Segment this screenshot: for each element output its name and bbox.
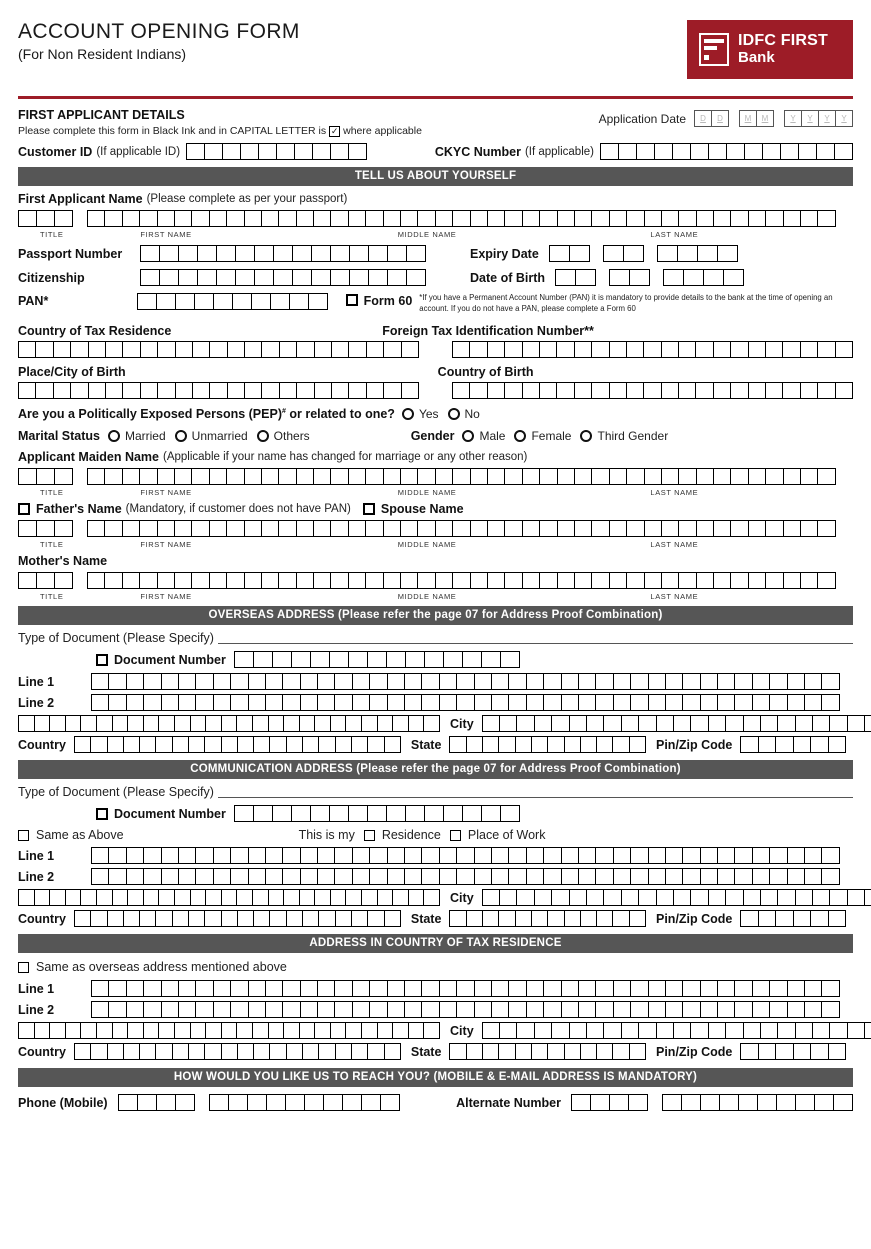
communication-line1-input[interactable] (91, 847, 840, 864)
father-spouse-title-input[interactable] (18, 520, 73, 537)
overseas-line2-input[interactable] (91, 694, 840, 711)
ckyc-number-input[interactable] (600, 143, 853, 160)
tax-line1-label: Line 1 (18, 981, 55, 996)
maiden-name-note: (Applicable if your name has changed for marriage or any other reason) (163, 451, 528, 464)
maiden-caption-title: TITLE (40, 488, 64, 498)
applicant-name-note: (Please complete as per your passport) (146, 193, 348, 205)
tax-country-label: Country (18, 1044, 66, 1059)
country-of-tax-residence-input[interactable] (18, 341, 419, 358)
form-header (18, 0, 853, 79)
maiden-name-input[interactable] (87, 468, 836, 485)
tax-state-input[interactable] (449, 1043, 646, 1060)
alternate-number-input[interactable] (662, 1094, 853, 1111)
application-date-year-input[interactable]: Y Y Y Y (784, 110, 853, 127)
country-of-birth-input[interactable] (452, 382, 853, 399)
idfc-first-bank-logo (687, 20, 853, 79)
same-as-overseas-label: Same as overseas address mentioned above (36, 960, 287, 975)
father-spouse-name-input[interactable] (87, 520, 836, 537)
header-divider (18, 96, 853, 99)
overseas-doc-type-input[interactable] (218, 633, 853, 644)
overseas-line1-label: Line 1 (18, 674, 55, 689)
bank-logo-icon (699, 33, 729, 66)
tax-line2-label: Line 2 (18, 1002, 55, 1017)
pep-option-no-label: No (464, 407, 480, 422)
overseas-state-input[interactable] (449, 736, 646, 753)
pep-question-text: Are you a Politically Exposed Persons (PEP) (18, 407, 282, 422)
alternate-number-label: Alternate Number (456, 1095, 561, 1110)
maiden-name-label: Applicant Maiden Name (18, 450, 159, 465)
pep-radio-yes[interactable] (402, 408, 414, 420)
pep-option-yes-label: Yes (418, 407, 439, 422)
pan-input[interactable] (137, 293, 328, 310)
communication-document-number-checkbox[interactable] (96, 808, 108, 820)
gender-label: Gender (410, 429, 455, 444)
communication-doc-type-input[interactable] (218, 787, 853, 798)
marital-radio-unmarried[interactable] (175, 430, 187, 442)
customer-id-label: Customer ID (18, 144, 93, 159)
caption-middle-name: MIDDLE NAME (397, 230, 457, 239)
pep-question-label (18, 407, 395, 421)
overseas-line2-label: Line 2 (18, 695, 55, 710)
same-as-overseas-checkbox[interactable] (18, 962, 29, 973)
gender-radio-male[interactable] (462, 430, 474, 442)
date-of-birth-label: Date of Birth (470, 270, 545, 285)
overseas-document-number-checkbox[interactable] (96, 654, 108, 666)
gender-option-male-label: Male (479, 429, 506, 444)
maiden-caption-middle-name: MIDDLE NAME (397, 488, 457, 498)
communication-line3-input[interactable] (18, 889, 440, 906)
caption-first-name: FIRST NAME (140, 230, 192, 239)
pep-radio-no[interactable] (448, 408, 460, 420)
gender-radio-third-gender[interactable] (580, 430, 592, 442)
application-date-label: Application Date (598, 111, 686, 126)
communication-pin-label: Pin/Zip Code (656, 911, 733, 926)
mother-caption-middle-name: MIDDLE NAME (397, 592, 457, 602)
ftin-input[interactable] (452, 341, 853, 358)
caption-last-name: LAST NAME (650, 230, 699, 239)
tax-line2-input[interactable] (91, 1001, 840, 1018)
overseas-pin-input[interactable] (740, 736, 846, 753)
gender-option-third-gender-label: Third Gender (597, 429, 669, 444)
overseas-pin-label: Pin/Zip Code (656, 737, 733, 752)
overseas-doc-type-label: Type of Document (Please Specify) (18, 631, 214, 646)
pep-question-tail: or related to one? (285, 407, 395, 422)
fathers-name-note: (Mandatory, if customer does not have PAN) (125, 503, 351, 516)
maiden-title-input[interactable] (18, 468, 73, 485)
instruction-text: Please complete this form in Black Ink and in CAPITAL LETTER is (18, 125, 327, 137)
this-is-my-label: This is my (298, 828, 355, 843)
overseas-line1-input[interactable] (91, 673, 840, 690)
tax-line1-input[interactable] (91, 980, 840, 997)
section-banner-communication-address: COMMUNICATION ADDRESS (Please refer the page 07 for Address Proof Combination) (18, 760, 853, 779)
communication-pin-input[interactable] (740, 910, 846, 927)
date-of-birth-year-input[interactable] (663, 269, 744, 286)
place-of-work-checkbox[interactable] (450, 830, 461, 841)
date-of-birth-day-input[interactable] (555, 269, 596, 286)
marital-option-unmarried-label: Unmarried (191, 429, 248, 444)
expiry-date-label: Expiry Date (470, 246, 539, 261)
same-as-above-label: Same as Above (36, 828, 124, 843)
country-of-birth-label: Country of Birth (437, 365, 534, 380)
spouse-name-label: Spouse Name (380, 502, 464, 517)
father-caption-title: TITLE (40, 540, 64, 550)
residence-label: Residence (381, 828, 441, 843)
communication-line2-input[interactable] (91, 868, 840, 885)
expiry-date-day-input[interactable] (549, 245, 590, 262)
overseas-country-input[interactable] (74, 736, 401, 753)
place-city-of-birth-input[interactable] (18, 382, 419, 399)
instruction-text-post: where applicable (343, 125, 422, 137)
logo-text-line2: Bank (738, 49, 775, 67)
communication-city-input[interactable] (482, 889, 871, 906)
tax-line3-input[interactable] (18, 1022, 440, 1039)
caption-title: TITLE (40, 230, 64, 239)
father-caption-first-name: FIRST NAME (140, 540, 192, 550)
tax-city-input[interactable] (482, 1022, 871, 1039)
alternate-number-code-input[interactable] (571, 1094, 648, 1111)
communication-document-number-label: Document Number (114, 806, 226, 821)
marital-option-married-label: Married (124, 429, 166, 444)
marital-radio-married[interactable] (108, 430, 120, 442)
title-block (18, 20, 300, 62)
customer-id-note: (If applicable ID) (96, 145, 181, 158)
ftin-label: Foreign Tax Identification Number** (382, 324, 594, 339)
applicant-title-input[interactable] (18, 210, 73, 227)
father-caption-middle-name: MIDDLE NAME (397, 540, 457, 550)
application-date-day-input[interactable]: D D (694, 110, 729, 127)
application-date-month-input[interactable]: M M (739, 110, 774, 127)
overseas-line3-input[interactable] (18, 715, 440, 732)
communication-state-input[interactable] (449, 910, 646, 927)
logo-text-line1: IDFC FIRST (738, 32, 828, 50)
pan-footnote: *If you have a Permanent Account Number (PAN) it is mandatory to provide details to the bank at the time of opening an account. If you do not have a PAN, please complete a Form 60 (419, 293, 833, 313)
section-banner-overseas-address: OVERSEAS ADDRESS (Please refer the page 07 for Address Proof Combination) (18, 606, 853, 625)
ckyc-number-note: (If applicable) (524, 145, 594, 158)
communication-line1-label: Line 1 (18, 848, 55, 863)
mother-caption-last-name: LAST NAME (650, 592, 699, 602)
mother-name-input[interactable] (87, 572, 836, 589)
phone-mobile-number-input[interactable] (209, 1094, 400, 1111)
communication-state-label: State (410, 911, 442, 926)
expiry-date-year-input[interactable] (657, 245, 738, 262)
maiden-caption-first-name: FIRST NAME (140, 488, 192, 498)
communication-country-input[interactable] (74, 910, 401, 927)
overseas-document-number-label: Document Number (114, 652, 226, 667)
citizenship-input[interactable] (140, 269, 426, 286)
tax-city-label: City (450, 1023, 474, 1038)
spouse-name-checkbox[interactable] (363, 503, 375, 515)
expiry-date-month-input[interactable] (603, 245, 644, 262)
gender-option-female-label: Female (531, 429, 572, 444)
communication-line2-label: Line 2 (18, 869, 55, 884)
page-title: ACCOUNT OPENING FORM (18, 20, 300, 43)
father-caption-last-name: LAST NAME (650, 540, 699, 550)
applicant-name-input[interactable] (87, 210, 836, 227)
overseas-state-label: State (410, 737, 442, 752)
page-subtitle: (For Non Resident Indians) (18, 46, 187, 62)
first-applicant-heading: FIRST APPLICANT DETAILS (18, 108, 185, 122)
passport-number-label: Passport Number (18, 246, 123, 261)
place-of-work-label: Place of Work (467, 828, 546, 843)
marital-status-label: Marital Status (18, 429, 100, 444)
tax-state-label: State (410, 1044, 442, 1059)
form-60-label: Form 60 (363, 294, 413, 308)
overseas-city-label: City (450, 716, 474, 731)
same-as-above-checkbox[interactable] (18, 830, 29, 841)
ckyc-number-label: CKYC Number (434, 144, 521, 159)
fathers-name-checkbox[interactable] (18, 503, 30, 515)
overseas-city-input[interactable] (482, 715, 871, 732)
form-60-checkbox[interactable] (346, 294, 358, 306)
section-banner-tax-residence-address: ADDRESS IN COUNTRY OF TAX RESIDENCE (18, 934, 853, 953)
applicant-name-label: First Applicant Name (18, 192, 143, 206)
passport-number-input[interactable] (140, 245, 426, 262)
tax-pin-label: Pin/Zip Code (656, 1044, 733, 1059)
marital-radio-others[interactable] (257, 430, 269, 442)
instruction-tick-icon: ✓ (330, 125, 339, 136)
communication-document-number-input[interactable] (234, 805, 520, 822)
customer-id-input[interactable] (186, 143, 367, 160)
section-banner-tell-us: TELL US ABOUT YOURSELF (18, 167, 853, 186)
mothers-name-label: Mother's Name (18, 554, 108, 569)
section-banner-contact: HOW WOULD YOU LIKE US TO REACH YOU? (MOBILE & E-MAIL ADDRESS IS MANDATORY) (18, 1068, 853, 1087)
pan-label: PAN* (18, 294, 49, 308)
gender-radio-female[interactable] (514, 430, 526, 442)
communication-doc-type-label: Type of Document (Please Specify) (18, 785, 214, 800)
phone-mobile-code-input[interactable] (118, 1094, 195, 1111)
fathers-name-label: Father's Name (36, 502, 122, 517)
communication-country-label: Country (18, 911, 66, 926)
citizenship-label: Citizenship (18, 270, 85, 285)
maiden-caption-last-name: LAST NAME (650, 488, 699, 498)
country-of-tax-residence-label: Country of Tax Residence (18, 324, 172, 339)
date-of-birth-month-input[interactable] (609, 269, 650, 286)
place-city-of-birth-label: Place/City of Birth (18, 365, 126, 380)
residence-checkbox[interactable] (364, 830, 375, 841)
tax-pin-input[interactable] (740, 1043, 846, 1060)
mother-title-input[interactable] (18, 572, 73, 589)
overseas-document-number-input[interactable] (234, 651, 520, 668)
tax-country-input[interactable] (74, 1043, 401, 1060)
mother-caption-first-name: FIRST NAME (140, 592, 192, 602)
pep-superscript: # (281, 407, 286, 415)
communication-city-label: City (450, 890, 474, 905)
overseas-country-label: Country (18, 737, 66, 752)
mother-caption-title: TITLE (40, 592, 64, 602)
marital-option-others-label: Others (273, 429, 310, 444)
phone-mobile-label: Phone (Mobile) (18, 1095, 108, 1110)
